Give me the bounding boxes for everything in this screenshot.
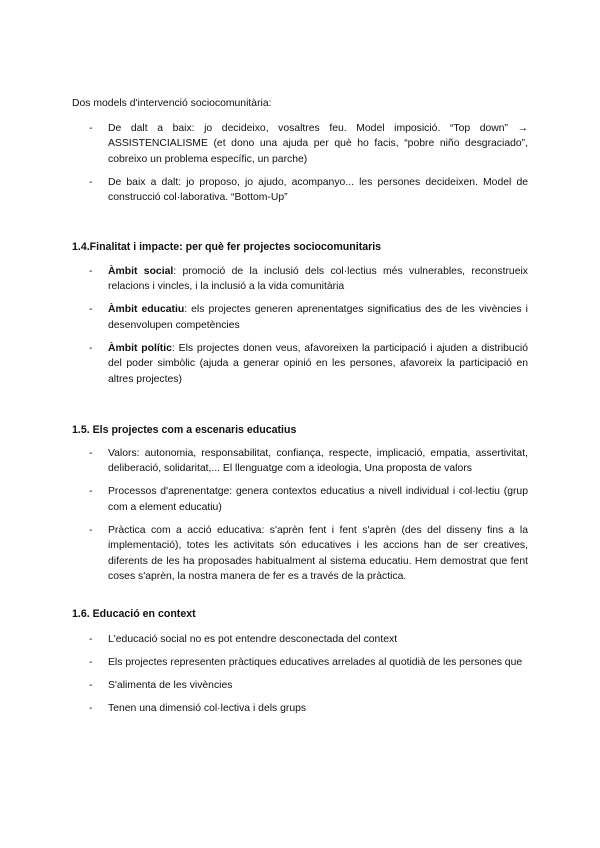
- item-label: Àmbit social: [108, 266, 174, 277]
- item-text: Processos d'aprenentatge: genera contextos educatius a nivell individual i col·lectiu (grup com a element educatiu): [108, 486, 528, 513]
- models-list: [72, 121, 528, 213]
- section-heading-1-6: 1.6. Educació en context: [72, 608, 196, 620]
- section-heading-1-5: 1.5. Els projectes com a escenaris educatius: [72, 424, 297, 436]
- list-item: [72, 121, 528, 167]
- bullet-dash: -: [89, 680, 93, 691]
- section-1-6-list: [72, 632, 528, 724]
- list-item: [72, 175, 528, 206]
- bullet-dash: -: [89, 266, 93, 277]
- list-item: [72, 484, 528, 515]
- bullet-dash: -: [89, 634, 93, 645]
- bullet-dash: -: [89, 703, 93, 714]
- list-item: [72, 678, 528, 693]
- list-item: [72, 302, 528, 333]
- intro-text: Dos models d'intervenció sociocomunitària:: [72, 98, 272, 109]
- item-text: : Els projectes donen veus, afavoreixen la participació i ajuden a distribució del poder simbòlic (ajuda a generar opinió en les persones, afavoreix la participació en altres projectes): [108, 342, 528, 385]
- bullet-dash: -: [89, 657, 93, 668]
- list-item: [72, 655, 528, 670]
- bullet-dash: -: [89, 342, 93, 354]
- list-item: [72, 523, 528, 585]
- item-text: L'educació social no es pot entendre desconectada del context: [108, 634, 398, 645]
- section-1-5-list: [72, 446, 528, 592]
- list-item: [72, 341, 528, 387]
- section-heading-1-4: 1.4.Finalitat i impacte: per què fer projectes sociocomunitaris: [72, 241, 382, 253]
- model-top-down-text: De dalt a baix: jo decideixo, vosaltres feu. Model imposició. “Top down” → ASSISTENCIALISME (et dono una ajuda per què ho facis, “pobre niño desgraciado”, cobreixo un problema específic, un parche): [108, 123, 528, 165]
- bullet-dash: -: [89, 123, 93, 134]
- bullet-dash: -: [89, 176, 93, 188]
- list-item: [72, 632, 528, 647]
- bullet-dash: -: [89, 486, 93, 498]
- item-text: S'alimenta de les vivències: [108, 680, 233, 691]
- bullet-dash: -: [89, 304, 93, 316]
- list-item: [72, 446, 528, 477]
- item-text: Pràctica com a acció educativa: s'aprèn fent i fent s'aprèn (des del disseny fins a la implementació), totes les activitats són educatives i les accions han de ser creatives, diferents de les ha proposades habitualment al sistema educatiu. Hem demostrat que fent coses s'aprèn, la nostra manera de fer es a través de la pràctica.: [108, 524, 528, 583]
- model-bottom-up-text: De baix a dalt: jo proposo, jo ajudo, acompanyo... les persones decideixen. Model de construcció col·laborativa. “Bottom-Up”: [108, 176, 528, 204]
- item-label: Àmbit polític: [108, 342, 172, 354]
- bullet-dash: -: [89, 524, 93, 536]
- item-text: : promoció de la inclusió dels col·lectius més vulnerables, reconstrueix relacions i vincles, i la inclusió a la vida comunitària: [108, 266, 528, 293]
- list-item: [72, 701, 528, 716]
- item-text: : els projectes generen aprenentatges significatius des de les vivències i desenvolupen competències: [108, 304, 528, 331]
- item-label: Àmbit educatiu: [108, 304, 185, 316]
- item-text: Els projectes representen pràctiques educatives arrelades al quotidià de les persones que: [108, 657, 523, 668]
- section-1-4-list: [72, 264, 528, 395]
- item-text: Tenen una dimensió col·lectiva i dels grups: [108, 703, 307, 714]
- item-text: Valors: autonomia, responsabilitat, confiança, respecte, implicació, empatia, assertivitat, deliberació, solidaritat,... El llenguatge com a ideologia, Una proposta de valors: [108, 448, 528, 475]
- bullet-dash: -: [89, 448, 93, 459]
- list-item: [72, 264, 528, 295]
